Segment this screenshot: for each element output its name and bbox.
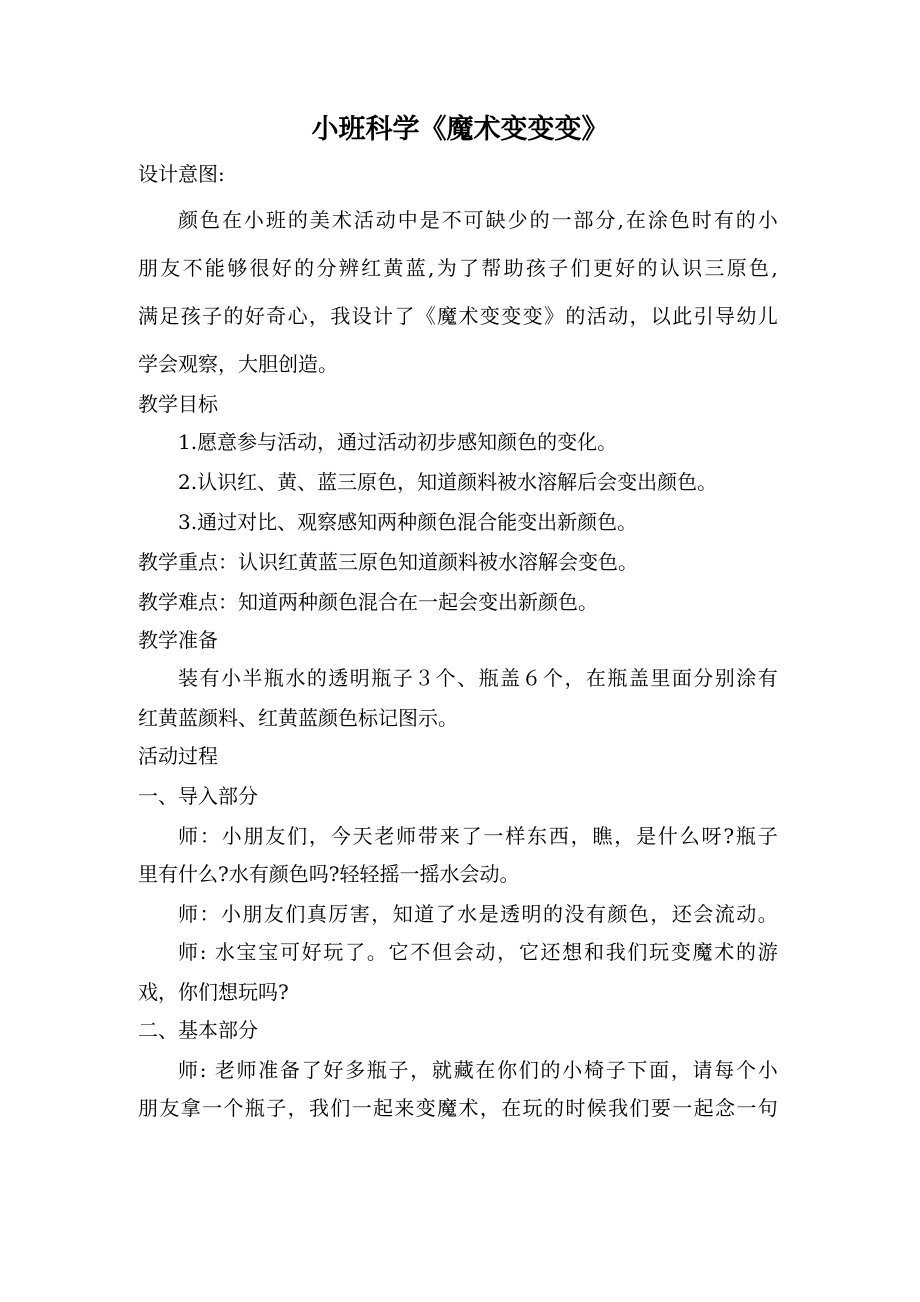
teaching-key-point: 教学重点：认识红黄蓝三原色知道颜料被水溶解会变色。	[138, 550, 638, 574]
subsection-heading-introduction: 一、导入部分	[138, 784, 258, 808]
goal-item-2: 2.认识红、黄、蓝三原色，知道颜料被水溶解后会变出颜色。	[178, 470, 718, 494]
goal-item-3: 3.通过对比、观察感知两种颜色混合能变出新颜色。	[178, 510, 638, 534]
paragraph-line: 师: 老师准备了好多瓶子，就藏在你们的小椅子下面，请每个小	[178, 1058, 778, 1082]
paragraph-line: 师：小朋友们真厉害，知道了水是透明的没有颜色，还会流动。	[178, 902, 778, 926]
paragraph-line: 师：小朋友们，今天老师带来了一样东西，瞧，是什么呀?瓶子	[178, 824, 778, 848]
paragraph-line: 红黄蓝颜料、红黄蓝颜色标记图示。	[138, 706, 458, 730]
subsection-heading-basic-part: 二、基本部分	[138, 1018, 258, 1042]
paragraph-line: 里有什么?水有颜色吗?轻轻摇一摇水会动。	[138, 862, 520, 886]
paragraph-line: 颜色在小班的美术活动中是不可缺少的一部分,在涂色时有的小	[178, 208, 778, 232]
paragraph-line: 朋友拿一个瓶子，我们一起来变魔术，在玩的时候我们要一起念一句	[138, 1096, 778, 1120]
paragraph-line: 学会观察，大胆创造。	[138, 352, 338, 376]
paragraph-line: 装有小半瓶水的透明瓶子３个、瓶盖６个，在瓶盖里面分别涂有	[178, 666, 778, 690]
section-heading-teaching-goals: 教学目标	[138, 392, 218, 416]
paragraph-line: 满足孩子的好奇心，我设计了《魔术变变变》的活动，以此引导幼儿	[138, 304, 778, 328]
goal-item-1: 1.愿意参与活动，通过活动初步感知颜色的变化。	[178, 430, 618, 454]
paragraph-line: 师: 水宝宝可好玩了。它不但会动，它还想和我们玩变魔术的游	[178, 940, 778, 964]
paragraph-line: 戏，你们想玩吗?	[138, 980, 289, 1004]
section-heading-design-intent: 设计意图:	[138, 162, 225, 186]
section-heading-activity-process: 活动过程	[138, 744, 218, 768]
teaching-difficulty: 教学难点：知道两种颜色混合在一起会变出新颜色。	[138, 590, 598, 614]
section-heading-preparation: 教学准备	[138, 628, 218, 652]
document-title: 小班科学《魔术变变变》	[311, 114, 609, 145]
paragraph-line: 朋友不能够很好的分辨红黄蓝,为了帮助孩子们更好的认识三原色,	[138, 256, 778, 280]
